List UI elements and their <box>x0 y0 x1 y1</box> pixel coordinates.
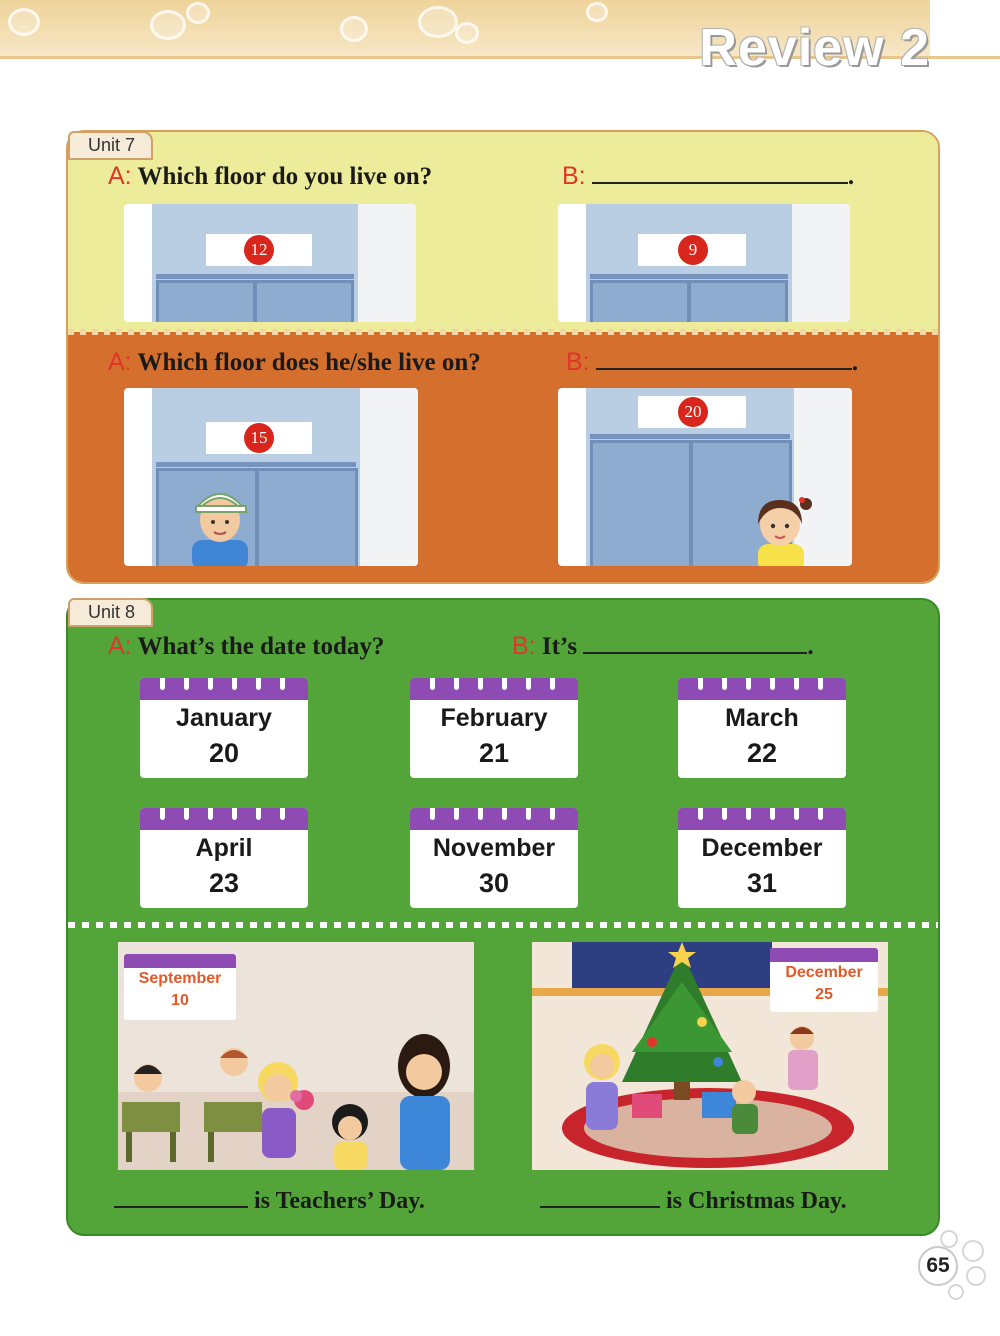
paw-decoration <box>340 16 368 42</box>
unit8-answer <box>512 632 814 661</box>
teachers-day-sentence <box>114 1186 425 1215</box>
caption-text: is Christmas Day. <box>666 1188 847 1214</box>
calendar-ring <box>698 808 703 820</box>
unit8-question <box>108 632 384 661</box>
answer-start: It’s <box>541 633 578 660</box>
christmas-day-sentence <box>540 1186 847 1215</box>
girl-character-illustration <box>744 494 820 566</box>
calendar-ring <box>770 678 775 690</box>
calendar-ring <box>722 678 727 690</box>
calendar-ring <box>280 808 285 820</box>
floor-number-badge: 20 <box>678 397 708 427</box>
elevator-door-left <box>590 280 690 322</box>
calendar-ring <box>208 808 213 820</box>
unit7-question-2 <box>108 348 481 377</box>
calendar-card <box>410 808 578 908</box>
calendar-ring <box>526 808 531 820</box>
calendar-day: 23 <box>208 868 240 898</box>
floor-sign <box>638 234 746 266</box>
calendar-month: December <box>785 964 863 981</box>
calendar-ring <box>818 808 823 820</box>
calendar-ring <box>502 808 507 820</box>
elevator-door-right <box>688 280 788 322</box>
calendar-day: 21 <box>478 738 510 768</box>
section-divider <box>68 922 938 928</box>
calendar-ring <box>550 808 555 820</box>
unit7-answer-1 <box>562 162 854 191</box>
calendar-ring <box>746 808 751 820</box>
floor-number-badge: 12 <box>244 235 274 265</box>
calendar-card <box>140 678 308 778</box>
paw-decoration <box>150 10 186 40</box>
calendar-ring <box>208 678 213 690</box>
elevator-picture <box>124 204 416 322</box>
ring-decoration <box>948 1284 964 1300</box>
unit8-panel <box>66 598 940 1236</box>
calendar-ring <box>478 678 483 690</box>
door-frame <box>590 274 788 279</box>
calendar-day: 30 <box>478 868 510 898</box>
elevator-door-right <box>254 280 354 322</box>
calendar-ring <box>770 808 775 820</box>
question-text: Which floor does he/she live on? <box>137 349 481 376</box>
calendar-ring <box>722 808 727 820</box>
calendar-day: 25 <box>815 986 833 1003</box>
speaker-b-label: B: <box>512 632 536 660</box>
answer-period: . <box>847 163 855 190</box>
calendar-ring <box>698 678 703 690</box>
elevator-picture <box>558 388 852 566</box>
calendar-card <box>678 808 846 908</box>
calendar-ring <box>526 678 531 690</box>
elevator-door-left <box>156 280 256 322</box>
calendar-ring <box>184 678 189 690</box>
unit7-panel <box>66 130 940 584</box>
unit7-question-1 <box>108 162 432 191</box>
speaker-a-label: A: <box>108 162 132 190</box>
calendar-month: April <box>195 834 253 862</box>
paw-decoration <box>455 22 479 44</box>
elevator-door-right <box>256 468 358 566</box>
speaker-a-label: A: <box>108 348 132 376</box>
answer-blank[interactable] <box>583 632 807 654</box>
calendar-card <box>410 678 578 778</box>
calendar-ring <box>160 678 165 690</box>
paw-decoration <box>586 2 608 22</box>
christmas-scene-illustration <box>532 942 888 1170</box>
page-title: Review 2 <box>699 19 930 77</box>
door-frame <box>590 434 790 439</box>
classroom-children-illustration <box>118 1022 474 1170</box>
calendar-ring <box>280 678 285 690</box>
calendar-month: March <box>725 704 799 732</box>
calendar-ring <box>454 808 459 820</box>
calendar-ring <box>502 678 507 690</box>
question-text: Which floor do you live on? <box>137 163 433 190</box>
answer-period: . <box>807 633 814 660</box>
calendar-day: 31 <box>746 868 778 898</box>
elevator-side-wall <box>358 204 416 322</box>
calendar-ring <box>232 808 237 820</box>
unit8-tab: Unit 8 <box>68 598 153 627</box>
calendar-month: December <box>701 834 823 862</box>
elevator-picture <box>124 388 418 566</box>
elevator-side-wall <box>792 204 850 322</box>
floor-number-badge: 15 <box>244 423 274 453</box>
answer-blank[interactable] <box>592 162 848 184</box>
ring-decoration <box>966 1266 986 1286</box>
answer-blank[interactable] <box>596 348 852 370</box>
speaker-b-label: B: <box>562 162 586 190</box>
calendar-ring <box>430 808 435 820</box>
floor-sign <box>206 422 312 454</box>
calendar-card <box>678 678 846 778</box>
floor-sign <box>638 396 746 428</box>
unit7-answer-2 <box>566 348 858 377</box>
calendar-day: 22 <box>746 738 778 768</box>
calendar-ring <box>256 678 261 690</box>
calendar-month: January <box>176 704 272 732</box>
answer-blank[interactable] <box>114 1186 248 1208</box>
calendar-ring <box>256 808 261 820</box>
calendar-ring <box>430 678 435 690</box>
calendar-ring <box>454 678 459 690</box>
question-text: What’s the date today? <box>137 633 385 660</box>
christmas-day-picture <box>532 942 888 1170</box>
calendar-month: November <box>432 834 556 862</box>
calendar-month: February <box>440 704 548 732</box>
calendar-ring <box>478 808 483 820</box>
calendar-ring <box>160 808 165 820</box>
ring-decoration <box>962 1240 984 1262</box>
elevator-picture <box>558 204 850 322</box>
teachers-day-picture <box>118 942 474 1170</box>
september-calendar <box>124 954 236 1020</box>
paw-decoration <box>186 2 210 24</box>
calendar-day: 10 <box>171 992 189 1009</box>
man-character-illustration <box>184 484 254 566</box>
calendar-ring <box>550 678 555 690</box>
calendar-binding <box>124 954 236 968</box>
floor-sign <box>206 234 312 266</box>
elevator-door-left <box>590 440 692 566</box>
page-number: 65 <box>918 1246 958 1286</box>
calendar-ring <box>232 678 237 690</box>
calendar-ring <box>794 678 799 690</box>
caption-text: is Teachers’ Day. <box>254 1188 425 1214</box>
calendar-ring <box>818 678 823 690</box>
calendar-ring <box>794 808 799 820</box>
calendar-ring <box>746 678 751 690</box>
floor-number-badge: 9 <box>678 235 708 265</box>
speaker-a-label: A: <box>108 632 132 660</box>
unit7-tab: Unit 7 <box>68 131 153 160</box>
ring-decoration <box>940 1230 958 1248</box>
paw-decoration <box>8 8 40 36</box>
calendar-month: September <box>138 970 222 987</box>
door-frame <box>156 462 356 467</box>
paw-decoration <box>418 6 458 38</box>
answer-blank[interactable] <box>540 1186 660 1208</box>
elevator-side-wall <box>360 388 418 566</box>
section-divider <box>68 329 938 335</box>
calendar-card <box>140 808 308 908</box>
door-frame <box>156 274 354 279</box>
speaker-b-label: B: <box>566 348 590 376</box>
calendar-ring <box>184 808 189 820</box>
answer-period: . <box>851 349 859 376</box>
calendar-day: 20 <box>208 738 240 768</box>
